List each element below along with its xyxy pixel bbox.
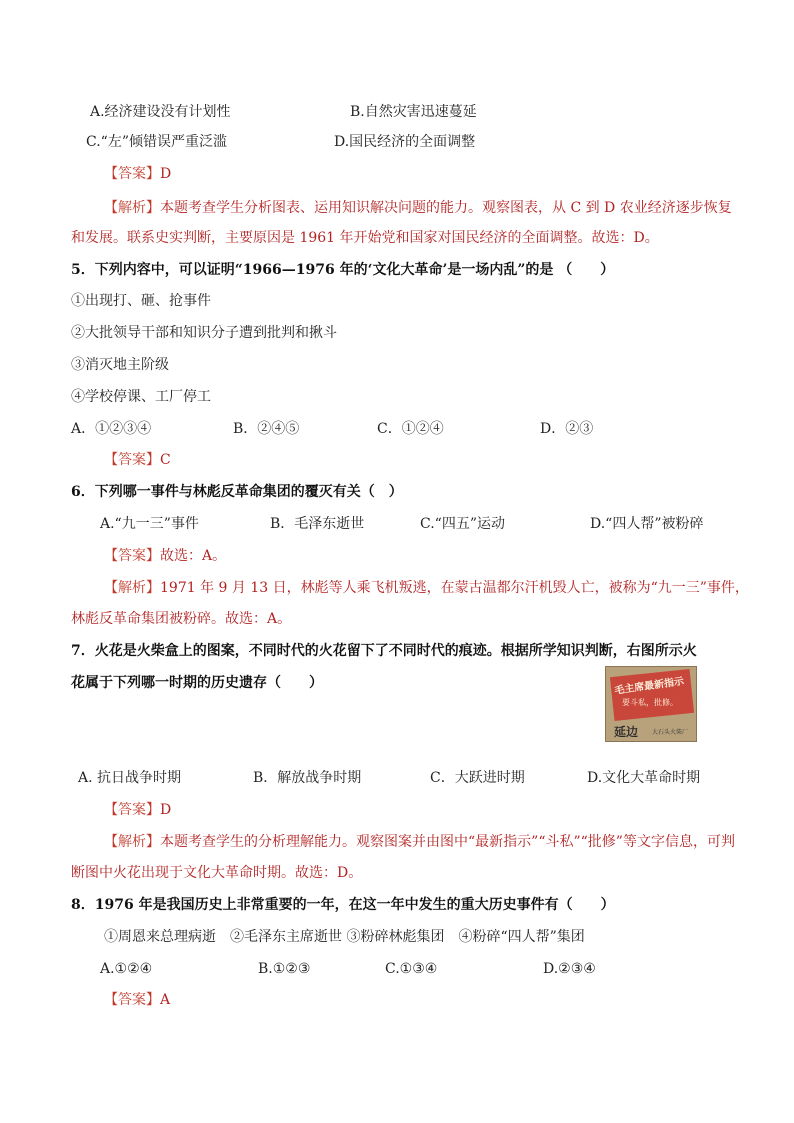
q6-option-c: C.“四五”运动 xyxy=(420,516,505,532)
answer-tag: 【答案】 xyxy=(104,166,160,182)
analysis-text: 1971 年 9 月 13 日，林彪等人乘飞机叛逃，在蒙古温都尔汗机毁人亡，被称为“九一三”事件， xyxy=(160,580,749,596)
q5-option-b: B．②④⑤ xyxy=(233,421,300,437)
q4-option-a: A.经济建设没有计划性 xyxy=(90,104,231,120)
q4-analysis-line2: 和发展。联系史实判断，主要原因是 1961 年开始党和国家对国民经济的全面调整。故选：D。 xyxy=(71,230,659,246)
q8-option-a: A.①②④ xyxy=(100,961,153,977)
q7-analysis-line1 xyxy=(104,832,735,852)
matchbox-subslogan: 要斗私，批修。 xyxy=(622,698,678,707)
analysis-text: 本题考查学生的分析理解能力。观察图案并由图中“最新指示”“斗私”“批修”等文字信息，可判 xyxy=(160,834,735,850)
q5-item-2: ②大批领导干部和知识分子遭到批判和揪斗 xyxy=(71,325,337,341)
answer-value: C xyxy=(160,452,171,468)
answer-tag: 【答案】 xyxy=(104,992,160,1008)
q8-option-c: C.①③④ xyxy=(385,961,438,977)
analysis-text: 本题考查学生分析图表、运用知识解决问题的能力。观察图表，从 C 到 D 农业经济逐步恢复 xyxy=(160,200,732,216)
q5-item-3: ③消灭地主阶级 xyxy=(71,357,169,373)
answer-tag: 【答案】 xyxy=(104,802,160,818)
analysis-tag: 【解析】 xyxy=(104,834,160,850)
answer-value: D xyxy=(160,802,172,818)
q6-analysis-line2: 林彪反革命集团被粉碎。故选：A。 xyxy=(71,611,292,627)
q8-stem: 8．1976 年是我国历史上非常重要的一年，在这一年中发生的重大历史事件有（ ） xyxy=(71,897,615,913)
q5-option-a: A．①②③④ xyxy=(71,421,152,437)
q7-option-c: C．大跃进时期 xyxy=(430,770,525,786)
q4-answer xyxy=(104,164,171,184)
q8-answer xyxy=(104,990,170,1010)
q7-option-b: B．解放战争时期 xyxy=(253,770,362,786)
matchbox-slogan: 毛主席最新指示 xyxy=(613,676,685,697)
q7-answer xyxy=(104,800,171,820)
q6-stem: 6．下列哪一事件与林彪反革命集团的覆灭有关（ ） xyxy=(71,484,403,500)
q6-option-d: D.“四人帮”被粉碎 xyxy=(590,516,704,532)
q5-option-d: D．②③ xyxy=(540,421,594,437)
q8-option-d: D.②③④ xyxy=(543,961,596,977)
q7-option-a: A. 抗日战争时期 xyxy=(78,770,182,786)
q8-items: ①周恩来总理病逝 ②毛泽东主席逝世 ③粉碎林彪集团 ④粉碎“四人帮”集团 xyxy=(104,929,585,945)
q8-option-b: B.①②③ xyxy=(258,961,311,977)
q6-option-b: B．毛泽东逝世 xyxy=(270,516,365,532)
q5-stem: 5．下列内容中，可以证明“1966—1976 年的‘文化大革命’是一场内乱”的是 （ ） xyxy=(71,262,615,278)
q6-answer xyxy=(104,546,226,566)
q4-option-b: B.自然灾害迅速蔓延 xyxy=(350,104,477,120)
q4-analysis-line1 xyxy=(104,198,732,218)
q5-item-1: ①出现打、砸、抢事件 xyxy=(71,293,211,309)
q7-stem-line2: 花属于下列哪一时期的历史遗存（ ） xyxy=(71,675,323,691)
q5-option-c: C．①②④ xyxy=(377,421,444,437)
matchbox-brand: 延边 xyxy=(614,725,639,739)
q4-option-d: D.国民经济的全面调整 xyxy=(334,134,476,150)
matchbox-label-image xyxy=(605,666,697,742)
q6-option-a: A.“九一三”事件 xyxy=(100,516,199,532)
answer-tag: 【答案】 xyxy=(104,452,160,468)
q6-analysis-line1 xyxy=(104,578,749,598)
analysis-tag: 【解析】 xyxy=(104,200,160,216)
answer-value: 故选：A。 xyxy=(160,548,227,564)
answer-value: D xyxy=(160,166,172,182)
q7-analysis-line2: 断图中火花出现于文化大革命时期。故选：D。 xyxy=(71,865,363,881)
q7-stem-line1: 7．火花是火柴盒上的图案，不同时代的火花留下了不同时代的痕迹。根据所学知识判断，右图所示火 xyxy=(71,643,697,659)
answer-tag: 【答案】 xyxy=(104,548,160,564)
q4-option-c: C.“左”倾错误严重泛滥 xyxy=(86,134,227,150)
q5-item-4: ④学校停课、工厂停工 xyxy=(71,389,211,405)
q7-option-d: D.文化大革命时期 xyxy=(587,770,701,786)
answer-value: A xyxy=(160,992,171,1008)
q5-answer xyxy=(104,450,171,470)
analysis-tag: 【解析】 xyxy=(104,580,160,596)
matchbox-factory: 大石头火柴厂 xyxy=(652,729,689,736)
